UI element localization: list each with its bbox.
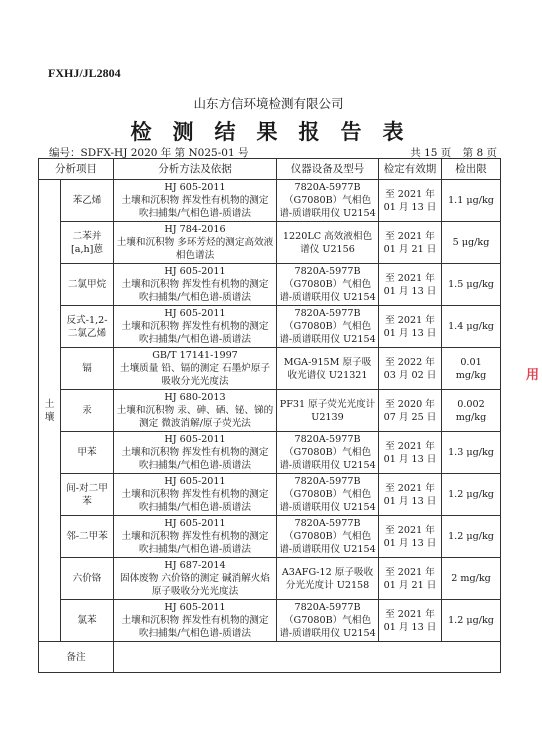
method-description: 土壤和沉积物 挥发性有机物的测定 吹扫捕集/气相色谱-质谱法: [121, 279, 269, 303]
item-name: 二苯并[a,h]蒽: [61, 222, 114, 264]
method-description: 土壤和沉积物 挥发性有机物的测定 吹扫捕集/气相色谱-质谱法: [121, 615, 269, 639]
instrument-cell: 7820A-5977B（G7080B）气相色谱-质谱联用仪 U2154: [277, 516, 379, 558]
method-cell: [114, 306, 277, 348]
header-item: 分析项目: [39, 159, 114, 180]
item-name: 氯苯: [61, 600, 114, 642]
method-cell: [114, 516, 277, 558]
detection-limit-cell: 1.2 μg/kg: [442, 516, 501, 558]
method-standard: HJ 784-2016: [164, 224, 226, 235]
table-row: [39, 600, 501, 642]
instrument-cell: 7820A-5977B（G7080B）气相色谱-质谱联用仪 U2154: [277, 306, 379, 348]
detection-limit-cell: 1.5 μg/kg: [442, 264, 501, 306]
table-row: [39, 558, 501, 600]
valid-until-cell: 至 2021 年 01 月 21 日: [379, 558, 442, 600]
detection-limit-cell: 0.01 mg/kg: [442, 348, 501, 390]
method-standard: HJ 605-2011: [164, 266, 226, 277]
header-valid: 检定有效期: [379, 159, 442, 180]
item-name: 六价铬: [61, 558, 114, 600]
table-row: [39, 432, 501, 474]
detection-limit-cell: 1.2 μg/kg: [442, 600, 501, 642]
method-standard: HJ 605-2011: [164, 434, 226, 445]
method-cell: [114, 432, 277, 474]
method-cell: [114, 348, 277, 390]
item-name: 镉: [61, 348, 114, 390]
detection-limit-cell: 1.2 μg/kg: [442, 474, 501, 516]
stamp-text: 用: [526, 368, 540, 383]
method-description: 土壤和沉积物 汞、砷、硒、铋、锑的测定 微波消解/原子荧光法: [116, 405, 274, 429]
table-header-row: [39, 159, 501, 180]
valid-until-cell: 至 2021 年 01 月 21 日: [379, 222, 442, 264]
document-id: FXHJ/JL2804: [48, 66, 121, 80]
red-stamp-fragment: [526, 368, 542, 426]
instrument-cell: 7820A-5977B（G7080B）气相色谱-质谱联用仪 U2154: [277, 432, 379, 474]
item-name: 反式-1,2-二氯乙烯: [61, 306, 114, 348]
report-number: 编号：SDFX-HJ 2020 年 第 N025-01 号: [49, 147, 249, 159]
method-description: 土壤和沉积物 挥发性有机物的测定 吹扫捕集/气相色谱-质谱法: [121, 195, 269, 219]
detection-limit-cell: 5 μg/kg: [442, 222, 501, 264]
header-limit: 检出限: [442, 159, 501, 180]
item-name: 邻-二甲苯: [61, 516, 114, 558]
table-row: [39, 516, 501, 558]
method-standard: HJ 605-2011: [164, 602, 226, 613]
instrument-cell: PF31 原子荧光光度计 U2139: [277, 390, 379, 432]
table-row: [39, 306, 501, 348]
method-standard: GB/T 17141-1997: [152, 350, 238, 361]
instrument-cell: 7820A-5977B（G7080B）气相色谱-质谱联用仪 U2154: [277, 180, 379, 222]
valid-until-cell: 至 2021 年 01 月 13 日: [379, 474, 442, 516]
valid-until-cell: 至 2021 年 01 月 13 日: [379, 264, 442, 306]
instrument-cell: MGA-915M 原子吸收光谱仪 U21321: [277, 348, 379, 390]
detection-limit-cell: 0.002 mg/kg: [442, 390, 501, 432]
table-row: [39, 474, 501, 516]
method-description: 土壤和沉积物 多环芳烃的测定高效液相色谱法: [116, 237, 274, 261]
method-standard: HJ 687-2014: [164, 560, 226, 571]
method-description: 土壤和沉积物 挥发性有机物的测定 吹扫捕集/气相色谱-质谱法: [121, 489, 269, 513]
method-description: 固体废物 六价铬的测定 碱消解火焰原子吸收分光光度法: [119, 573, 270, 597]
company-name: 山东方信环境检测有限公司: [193, 96, 344, 111]
method-description: 土壤和沉积物 挥发性有机物的测定 吹扫捕集/气相色谱-质谱法: [121, 447, 269, 471]
table-row: [39, 222, 501, 264]
valid-until-cell: 至 2021 年 01 月 13 日: [379, 306, 442, 348]
table-row: [39, 390, 501, 432]
method-cell: [114, 600, 277, 642]
page-number: 第 8 页: [462, 147, 497, 159]
header-instrument: 仪器设备及型号: [277, 159, 379, 180]
valid-until-cell: 至 2022 年 03 月 02 日: [379, 348, 442, 390]
method-description: 土壤质量 铅、镉的测定 石墨炉原子吸收分光光度法: [119, 363, 270, 387]
instrument-cell: 7820A-5977B（G7080B）气相色谱-质谱联用仪 U2154: [277, 264, 379, 306]
item-name: 甲苯: [61, 432, 114, 474]
method-standard: HJ 605-2011: [164, 182, 226, 193]
detection-limit-cell: 1.3 μg/kg: [442, 432, 501, 474]
method-cell: [114, 390, 277, 432]
note-label: 备注: [39, 642, 114, 673]
header-method: 分析方法及依据: [114, 159, 277, 180]
table-row: [39, 180, 501, 222]
report-title: 检测结果报告表: [130, 119, 425, 144]
method-cell: [114, 180, 277, 222]
detection-limit-cell: 2 mg/kg: [442, 558, 501, 600]
instrument-cell: A3AFG-12 原子吸收分光光度计 U2158: [277, 558, 379, 600]
method-cell: [114, 222, 277, 264]
method-description: 土壤和沉积物 挥发性有机物的测定 吹扫捕集/气相色谱-质谱法: [121, 321, 269, 345]
item-name: 汞: [61, 390, 114, 432]
valid-until-cell: 至 2021 年 01 月 13 日: [379, 600, 442, 642]
table-row: [39, 348, 501, 390]
method-standard: HJ 605-2011: [164, 308, 226, 319]
results-table: [38, 158, 501, 673]
item-name: 苯乙烯: [61, 180, 114, 222]
valid-until-cell: 至 2020 年 07 月 25 日: [379, 390, 442, 432]
method-standard: HJ 605-2011: [164, 518, 226, 529]
note-value: [114, 642, 501, 673]
method-cell: [114, 264, 277, 306]
valid-until-cell: 至 2021 年 01 月 13 日: [379, 180, 442, 222]
item-name: 间-对二甲苯: [61, 474, 114, 516]
method-description: 土壤和沉积物 挥发性有机物的测定 吹扫捕集/气相色谱-质谱法: [121, 531, 269, 555]
valid-until-cell: 至 2021 年 01 月 13 日: [379, 516, 442, 558]
method-cell: [114, 558, 277, 600]
detection-limit-cell: 1.1 μg/kg: [442, 180, 501, 222]
total-pages: 共 15 页: [410, 147, 452, 159]
detection-limit-cell: 1.4 μg/kg: [442, 306, 501, 348]
method-standard: HJ 605-2011: [164, 476, 226, 487]
item-name: 二氯甲烷: [61, 264, 114, 306]
note-row: [39, 642, 501, 673]
instrument-cell: 7820A-5977B（G7080B）气相色谱-质谱联用仪 U2154: [277, 474, 379, 516]
method-standard: HJ 680-2013: [164, 392, 226, 403]
category-cell: 土壤: [39, 180, 61, 642]
instrument-cell: 1220LC 高效液相色谱仪 U2156: [277, 222, 379, 264]
valid-until-cell: 至 2021 年 01 月 13 日: [379, 432, 442, 474]
method-cell: [114, 474, 277, 516]
table-row: [39, 264, 501, 306]
instrument-cell: 7820A-5977B（G7080B）气相色谱-质谱联用仪 U2154: [277, 600, 379, 642]
